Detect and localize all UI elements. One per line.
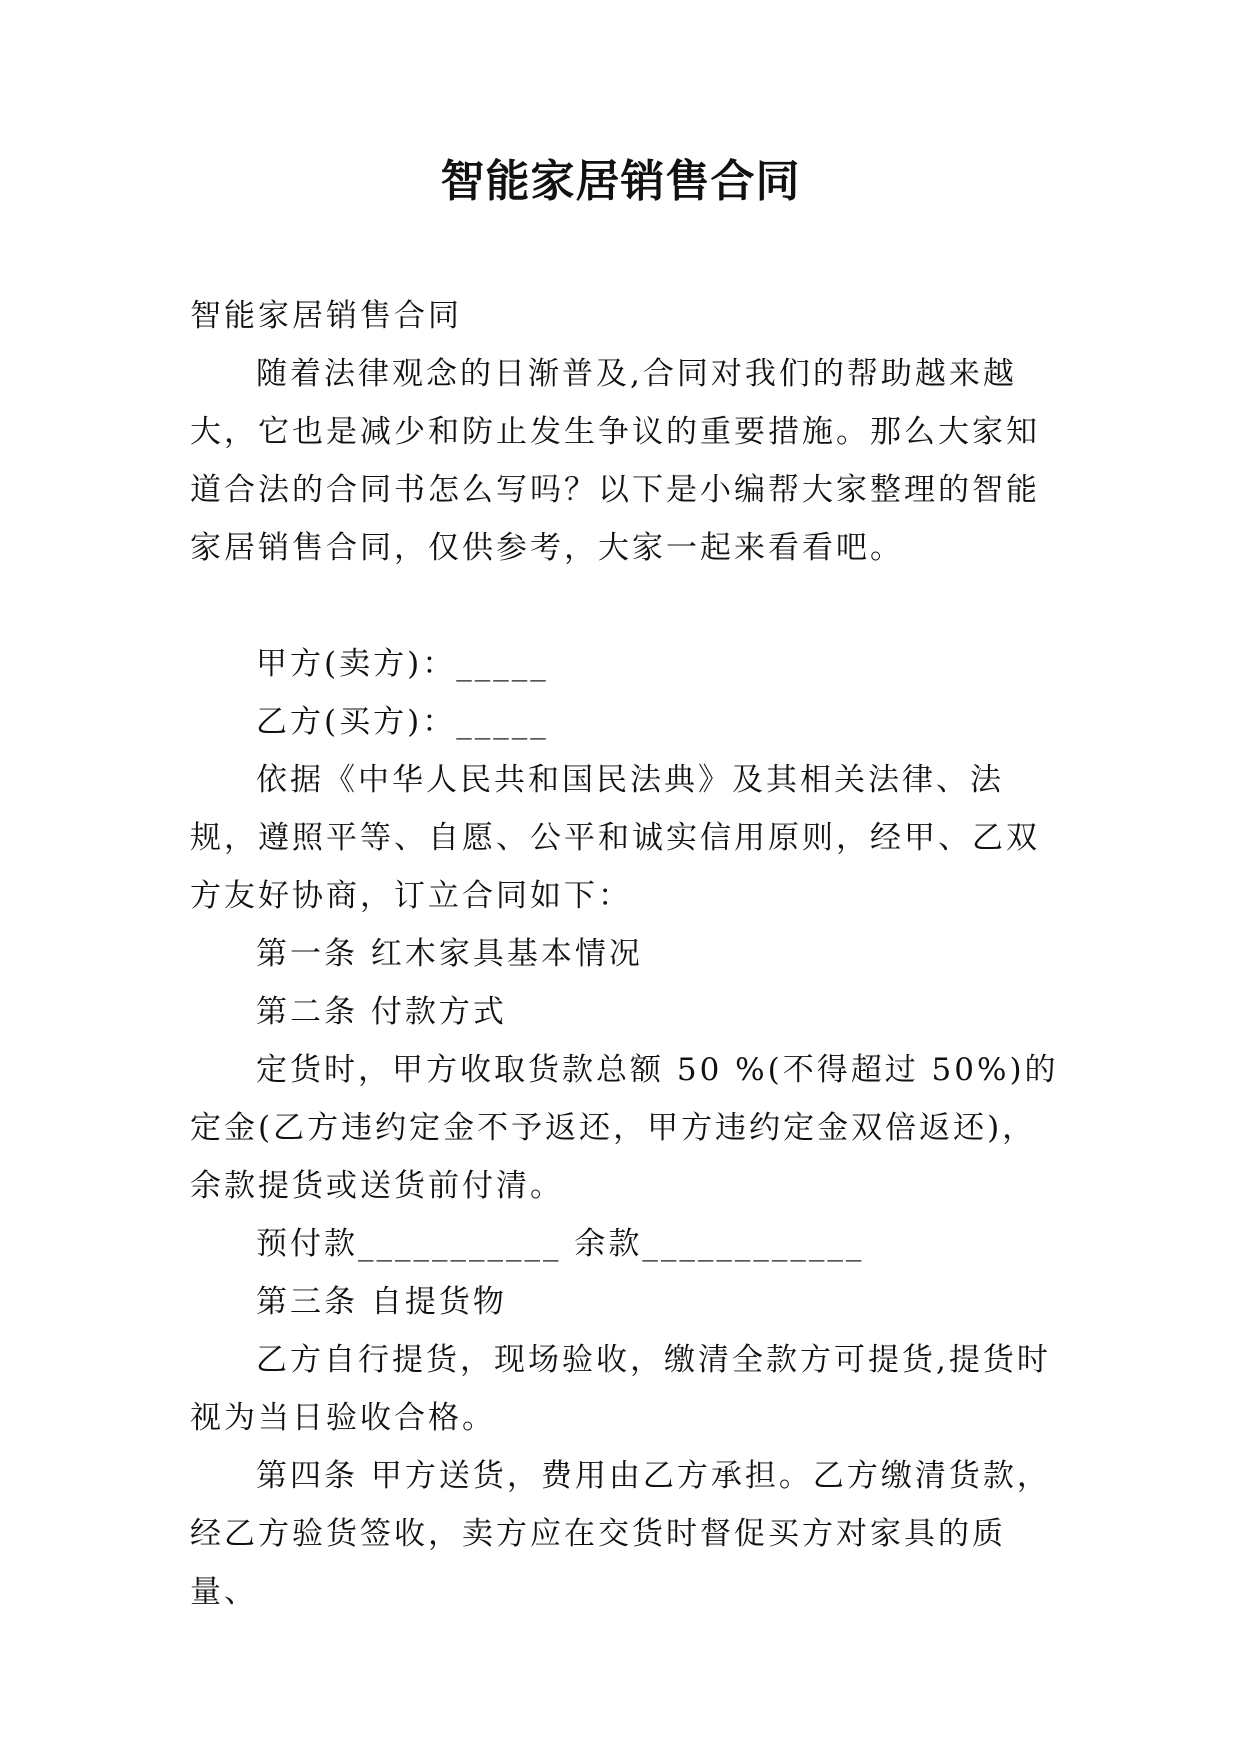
- subtitle-line: 智能家居销售合同: [190, 298, 462, 334]
- article-2-heading: 第二条 付款方式: [256, 994, 507, 1030]
- intro-paragraph: 随着法律观念的日渐普及,合同对我们的帮助越来越大，它也是减少和防止发生争议的重要措施。那么大家知道合法的合同书怎么写吗？以下是小编帮大家整理的智能家居销售合同，仅供参考，大家一起来看看吧。: [190, 356, 1040, 566]
- self-pickup-paragraph: 乙方自行提货，现场验收，缴清全款方可提货,提货时视为当日验收合格。: [190, 1342, 1051, 1436]
- payment-blanks-line: 预付款___________ 余款____________: [256, 1226, 865, 1262]
- document-body: [190, 287, 1066, 1621]
- party-a-line: 甲方(卖方)：_____: [256, 646, 549, 682]
- document-title: 智能家居销售合同: [440, 156, 801, 207]
- article-1-heading: 第一条 红木家具基本情况: [256, 936, 643, 972]
- article-4-paragraph: 第四条 甲方送货，费用由乙方承担。乙方缴清货款，经乙方验货签收，卖方应在交货时督促买方对家具的质量、: [190, 1458, 1051, 1610]
- blank-line: [190, 577, 1066, 635]
- article-3-heading: 第三条 自提货物: [256, 1284, 507, 1320]
- basis-paragraph: 依据《中华人民共和国民法典》及其相关法律、法规，遵照平等、自愿、公平和诚实信用原则，经甲、乙双方友好协商，订立合同如下：: [190, 762, 1040, 914]
- deposit-paragraph: 定货时，甲方收取货款总额 50 %(不得超过 50%)的定金(乙方违约定金不予返还，甲方违约定金双倍返还)，余款提货或送货前付清。: [190, 1052, 1059, 1204]
- party-b-line: 乙方(买方)：_____: [256, 704, 549, 740]
